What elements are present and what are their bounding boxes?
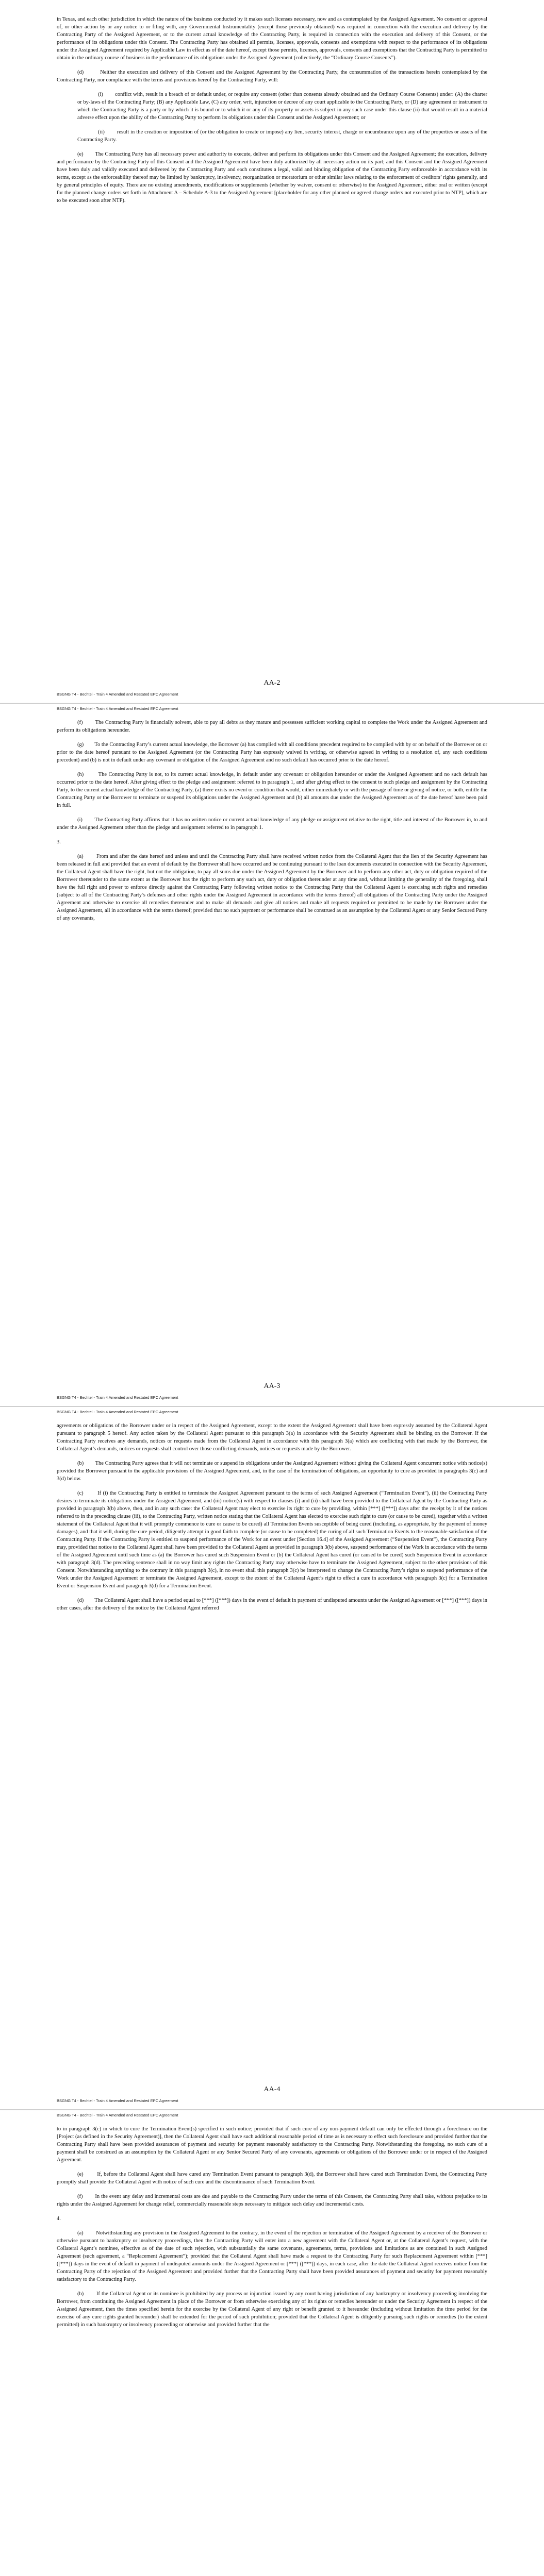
page-separator [0, 1406, 544, 1407]
paragraph: 3. [57, 839, 61, 845]
paragraph: (i) conflict with, result in a breach of or default under, or require any consent (other than consents already obtained and the Ordinary Course Consents) under: (A) the charter or by-laws of the Contracting Party; (B) any Applicable Law, (C) any order, writ, injunction or decree of any court applicable to the Contracting Party, or (D) any agreement or instrument to which the Contracting Party is a party or by which it is bound or to which it or any of its property or assets is subject in any such case under this clause (ii) that would result in a material adverse effect upon the ability of the Contracting Party to perform its obligations under this Consent and the Assigned Agreement; or [77, 92, 487, 121]
page-footer-text: BSGNG T4 - Bechtel - Train 4 Amended and Restated EPC Agreement [57, 1395, 178, 1400]
page-separator [0, 2109, 544, 2110]
document-page [0, 0, 544, 703]
document-page [0, 703, 544, 1406]
page-header-footer-text: BSGNG T4 - Bechtel - Train 4 Amended and Restated EPC Agreement [57, 2113, 178, 2117]
page-footer-text: BSGNG T4 - Bechtel - Train 4 Amended and Restated EPC Agreement [57, 2098, 178, 2103]
paragraph: (c) If (i) the Contracting Party is entitled to terminate the Assigned Agreement pursuant to the terms of such Assigned Agreement (“Termination Event”), (ii) the Contracting Party desires to terminate its obligations under the Assigned Agreement, and (iii) notice(s) with respect to clauses (i) and (ii) shall have been provided to the Collateral Agent by the Contracting Party as provided in paragraph 3(b) above, then, and in any such case: the Collateral Agent may elect to exercise its right to cure by providing, within [***] ([***]) days after the receipt by it of the notices referred to in the preceding clause (iii), to the Contracting Party, written notice stating that the Collateral Agent has elected to exercise such right to cure (or cause to be cured), together with a written statement of the Collateral Agent that it will promptly commence to cure or cause to be cured) all Termination Events susceptible of being cured (including, as appropriate, by the payment of money damages), and that it will, during the cure period, diligently attempt in good faith to complete (or cause to be completed) the curing of all such Termination Events to the reasonable satisfaction of the Contracting Party. If the Contracting Party is entitled to suspend performance of the Work for an event under [Section 16.4] of the Assigned Agreement (“Suspension Event”), the Contracting Party may, provided that notice to the Collateral Agent shall have been provided to the Collateral Agent as provided in paragraph 3(b) above, suspend performance of the Work in accordance with the terms of the Assigned Agreement until such time as (a) the Borrower has cured such Suspension Event or (b) the Collateral Agent has cured (or caused to be cured) such Suspension Event in accordance with paragraph 3(d). The preceding sentence shall in no way limit any rights the Contracting Party may otherwise have to terminate the Assigned Agreement, subject to the other provisions of this Consent. Notwithstanding anything to the contrary in this paragraph 3(c), in no event shall this paragraph 3(c) be interpreted to change the Contracting Party’s rights to suspend performance of the Work under the Assigned Agreement or terminate the Assigned Agreement, except to the extent of the Collateral Agent’s right to effect a cure in accordance with paragraph 3(c) for a Termination Event or Suspension Event and paragraph 3(d) for a Termination Event. [57, 1490, 487, 1589]
paragraph: (h) The Contracting Party is not, to its current actual knowledge, in default under any covenant or obligation hereunder or under the Assigned Agreement and no such default has occurred prior to the date hereof. After giving effect to the pledge and assignment referred to in paragraph 1, and after giving effect to the consent to such pledge and assignment by the Contracting Party, to the current actual knowledge of the Contracting Party, (a) there exists no event or condition that would, either immediately or with the passage of time or giving of notice, or both, entitle the Contracting Party or the Borrower to terminate or suspend its obligations under the Assigned Agreement and (b) all amounts due under the Assigned Agreement as of the date hereof have been paid in full. [57, 772, 487, 808]
paragraph: (g) To the Contracting Party’s current actual knowledge, the Borrower (a) has complied with all conditions precedent required to be complied with by or on behalf of the Borrower on or prior to the date hereof pursuant to the Assigned Agreement (or the Contracting Party has expressly waived in writing, or otherwise agreed in writing to a resolution of, any such conditions precedent) and (b) is not in default under any covenant or obligation of the Assigned Agreement and no such default has occurred prior to the date hereof. [57, 742, 487, 763]
paragraph: to in paragraph 3(c) in which to cure the Termination Event(s) specified in such notice; provided that if such cure of any non-payment default can only be effected through a foreclosure on the [Project (as defined in the Security Agreement)], then the Collateral Agent shall have such additional reasonable period of time as is necessary to effect such foreclosure and provided further that the Contracting Party shall have been provided assurances of payment and security for payment reasonably satisfactory to the Contracting Party. Notwithstanding the foregoing, no such cure of a payment shall be construed as an assumption by the Collateral Agent or any Senior Secured Party of any covenants, agreements or obligations of the Borrower under or in respect of the Assigned Agreement. [57, 2126, 487, 2163]
page-header-footer-text: BSGNG T4 - Bechtel - Train 4 Amended and Restated EPC Agreement [57, 706, 178, 711]
paragraph: (e) The Contracting Party has all necessary power and authority to execute, deliver and perform its obligations under this Consent and the Assigned Agreement; the execution, delivery and performance by the Contracting Party of this Consent and the Assigned Agreement have been duly authorized by all necessary action on its part; and this Consent and the Assigned Agreement have been duly and validly executed and delivered by the Contracting Party and each constitutes a legal, valid and binding obligation of the Contracting Party enforceable in accordance with its terms, except as the enforceability thereof may be limited by bankruptcy, insolvency, reorganization or moratorium or other similar laws relating to the enforcement of creditors’ rights generally, and by general principles of equity. There are no existing amendments, modifications or supplements (whether by waiver, consent or otherwise) to the Assigned Agreement, either oral or written (except for the planned change orders set forth in Attachment A – Schedule A-3 to the Assigned Agreement [placeholder for any other planned or agreed change orders not executed prior to NTP], which are to be executed soon after NTP). [57, 151, 487, 204]
document-page [0, 2110, 544, 2576]
paragraph: (i) The Contracting Party affirms that it has no written notice or current actual knowledge of any pledge or assignment relative to the right, title and interest of the Borrower in, to and under the Assigned Agreement other than the pledge and assignment referred to in paragraph 1. [57, 817, 487, 831]
paragraph: (ii) result in the creation or imposition of (or the obligation to create or impose) any lien, security interest, charge or encumbrance upon any of the properties or assets of the Contracting Party. [77, 129, 487, 143]
page-separator [0, 703, 544, 704]
paragraph: (b) The Contracting Party agrees that it will not terminate or suspend its obligations under the Assigned Agreement without giving the Collateral Agent concurrent notice with notice(s) provided the Borrower pursuant to the applicable provisions of the Assigned Agreement, and, in the case of the termination of obligations, an opportunity to cure as provided in paragraphs 3(c) and 3(d) below. [57, 1461, 487, 1482]
page-number: AA-4 [263, 2086, 281, 2093]
document-page [0, 1406, 544, 2110]
page-number: AA-2 [263, 679, 281, 687]
paragraph: (a) Notwithstanding any provision in the Assigned Agreement to the contrary, in the event of the rejection or termination of the Assigned Agreement by a receiver of the Borrower or otherwise pursuant to bankruptcy or insolvency proceedings, then the Contracting Party will enter into a new agreement with the Collateral Agent or, at the Collateral Agent’s request, with the Collateral Agent’s nominee, effective as of the date of such rejection, with substantially the same covenants, agreements, terms, provisions and limitations as are contained in such Assigned Agreement (such agreement, a “Replacement Agreement”); provided that the Collateral Agent shall have made a request to the Contracting Party for such Replacement Agreement within [***] ([***]) days in the event of default in payment of undisputed amounts under the Assigned Agreement or [***] ([***]) days, in each case, after the date the Collateral Agent receives notice from the Contracting Party of the rejection of the Assigned Agreement and provided further that the Contracting Party shall have been provided assurances of payment and security for payment reasonably satisfactory to the Contracting Party. [57, 2230, 487, 2282]
paragraph: agreements or obligations of the Borrower under or in respect of the Assigned Agreement, except to the extent the Assigned Agreement shall have been expressly assumed by the Collateral Agent pursuant to paragraph 5 hereof. Any action taken by the Collateral Agent pursuant to this paragraph 3(a) in accordance with the Security Agreement shall be binding on the Borrower. If the Contracting Party receives any demands, notices or requests made from the Collateral Agent in accordance with this paragraph 3(a) which are conflicting with that made by the Borrower, the Collateral Agent’s demands, notices or requests shall control over those conflicting demands, notices or requests made by the Borrower. [57, 1423, 487, 1452]
paragraph: (d) Neither the execution and delivery of this Consent and the Assigned Agreement by the Contracting Party, the consummation of the transactions herein contemplated by the Contracting Party, nor compliance with the terms and provisions hereof by the Contracting Party, will: [57, 70, 487, 83]
paragraph: 4. [57, 2216, 61, 2222]
page-footer-text: BSGNG T4 - Bechtel - Train 4 Amended and Restated EPC Agreement [57, 692, 178, 697]
paragraph: (e) If, before the Collateral Agent shall have cured any Termination Event pursuant to paragraph 3(d), the Borrower shall have cured such Termination Event, the Contracting Party promptly shall provide the Collateral Agent with notice of such cure and the discontinuance of such Termination Event. [57, 2172, 487, 2185]
paragraph: (f) In the event any delay and incremental costs are due and payable to the Contracting Party under the terms of this Consent, the Contracting Party shall take, without prejudice to its rights under the Assigned Agreement for change relief, commercially reasonable steps necessary to mitigate such delay and incremental costs. [57, 2194, 487, 2207]
paragraph: in Texas, and each other jurisdiction in which the nature of the business conducted by it makes such licenses necessary, now and as contemplated by the Assigned Agreement. No consent or approval of, or other action by or any notice to or filing with, any Governmental Instrumentality (except those previously obtained) was required in connection with the execution and delivery by the Contracting Party of the Assigned Agreement, or to the current actual knowledge of the Contracting Party, is required in connection with the execution and delivery of this Consent, or the performance of its obligations under this Consent. The Contracting Party has obtained all permits, licenses, approvals, consents and exemptions with respect to the performance of its obligations under the Assigned Agreement required by Applicable Law in effect as of the date hereof, except those permits, licenses, approvals, consents and exemptions that the Contracting Party is permitted to obtain in the ordinary course of business in the performance of its obligations under the Assigned Agreement (collectively, the “Ordinary Course Consents”). [57, 16, 487, 61]
paragraph: (b) If the Collateral Agent or its nominee is prohibited by any process or injunction issued by any court having jurisdiction of any bankruptcy or insolvency proceeding involving the Borrower, from continuing the Assigned Agreement in place of the Borrower or from otherwise exercising any of its rights or remedies hereunder or under the Security Agreement in respect of the Assigned Agreement, then the times specified herein for the exercise by the Collateral Agent of any right or benefit granted to it hereunder (including without limitation the time period for the exercise of any cure rights granted hereunder) shall be extended for the period of such prohibition; provided that the Collateral Agent is diligently pursuing such rights or remedies (to the extent permitted) in such bankruptcy or insolvency proceeding or otherwise and provided further that the [57, 2291, 487, 2328]
paragraph: (d) The Collateral Agent shall have a period equal to [***] ([***]) days in the event of default in payment of undisputed amounts under the Assigned Agreement or [***] ([***]) days in other cases, after the delivery of the notice by the Collateral Agent referred [57, 1598, 487, 1611]
page-number: AA-3 [263, 1382, 281, 1390]
paragraph: (a) From and after the date hereof and unless and until the Contracting Party shall have received written notice from the Collateral Agent that the lien of the Security Agreement has been released in full and provided that an event of default by the Borrower shall have occurred and be continuing pursuant to the loan documents executed in connection with the Security Agreement, the Collateral Agent shall have the right, but not the obligation, to pay all sums due under the Assigned Agreement by the Borrower and to perform any other act, duty or obligation required of the Borrower thereunder to the same extent as the Borrower has the right to perform any such act, duty or obligation thereunder at any time and, without limiting the generality of the foregoing, shall have the full right and power to enforce directly against the Contracting Party following written notice to the Contracting Party that the Collateral Agent is exercising such rights and remedies (subject to all of the Contracting Party’s defenses and other rights under the Assigned Agreement in accordance with the terms thereof) all obligations of the Contracting Party under the Assigned Agreement and otherwise to exercise all remedies thereunder and to make all demands and give all notices and make all requests required or permitted to be made by the Borrower under the Assigned Agreement, all in accordance with the terms thereof; provided that no such payment or performance shall be construed as an assumption by the Collateral Agent or any Senior Secured Party of any covenants, [57, 854, 487, 921]
page-header-footer-text: BSGNG T4 - Bechtel - Train 4 Amended and Restated EPC Agreement [57, 1410, 178, 1414]
paragraph: (f) The Contracting Party is financially solvent, able to pay all debts as they mature and possesses sufficient working capital to complete the Work under the Assigned Agreement and perform its obligations hereunder. [57, 720, 487, 733]
